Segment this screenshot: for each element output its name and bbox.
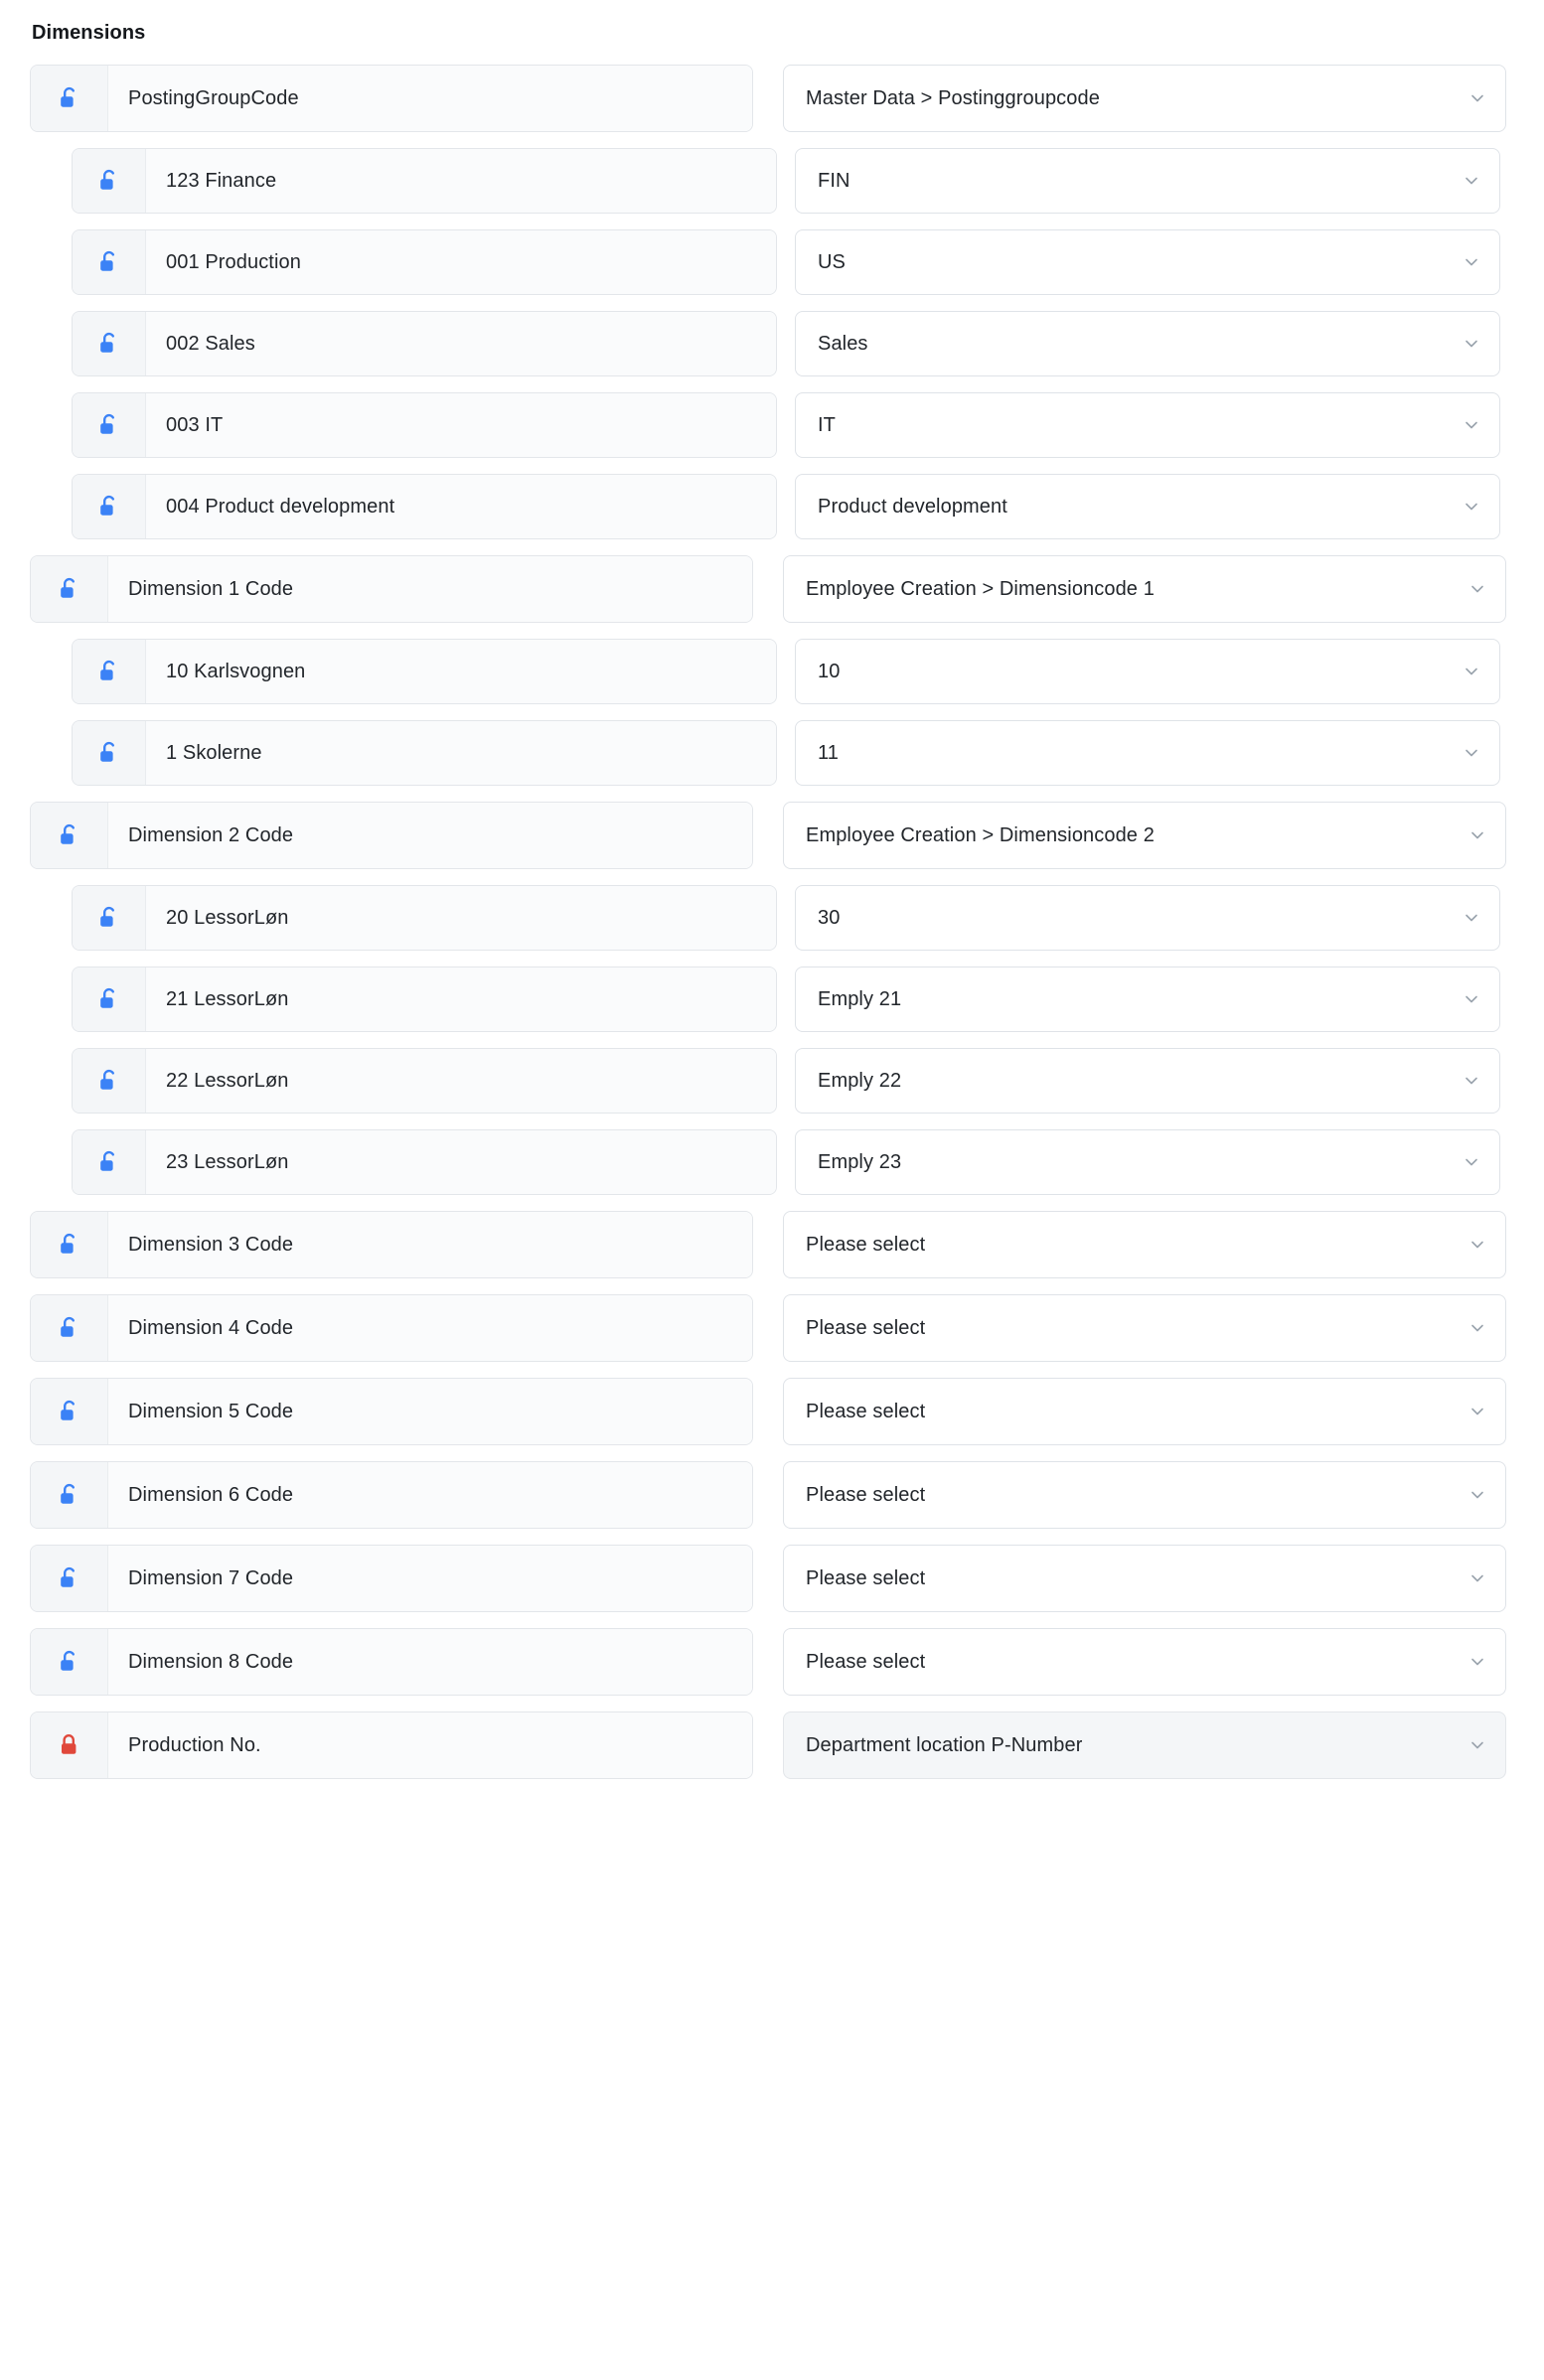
dimension-mapping-value: Department location P-Number (806, 1733, 1083, 1756)
lock-open-icon (59, 1566, 80, 1590)
dimension-name-label: 001 Production (146, 230, 776, 294)
lock-open-icon (98, 1069, 120, 1093)
dimension-mapping-value: Product development (818, 495, 1007, 518)
dimension-name-label: 21 LessorLøn (146, 967, 776, 1031)
lock-toggle[interactable] (73, 640, 146, 703)
lock-toggle[interactable] (31, 1295, 108, 1361)
chevron-down-icon[interactable] (1469, 1237, 1485, 1253)
lock-toggle[interactable] (73, 886, 146, 950)
dimension-mapping-select[interactable] (783, 1545, 1506, 1612)
dimension-mapping-value: Please select (806, 1400, 926, 1422)
lock-open-icon (59, 86, 80, 110)
chevron-down-icon[interactable] (1469, 1320, 1485, 1336)
dimension-mapping-value: 30 (818, 906, 841, 929)
dimension-mapping-value: Please select (806, 1483, 926, 1506)
dimension-name-label: 002 Sales (146, 312, 776, 375)
chevron-down-icon[interactable] (1464, 417, 1479, 433)
chevron-down-icon[interactable] (1469, 581, 1485, 597)
lock-open-icon (98, 495, 120, 519)
dimension-name-field[interactable] (30, 1211, 753, 1278)
dimension-row (30, 885, 1514, 951)
dimension-mapping-select[interactable] (783, 802, 1506, 869)
dimension-mapping-select[interactable] (795, 1048, 1500, 1114)
lock-open-icon (98, 169, 120, 193)
dimension-name-field[interactable] (72, 1129, 777, 1195)
dimension-row (30, 474, 1514, 539)
dimension-row (30, 1048, 1514, 1114)
lock-open-icon (59, 577, 80, 601)
dimension-name-label: 1 Skolerne (146, 721, 776, 785)
dimension-name-field[interactable] (72, 229, 777, 295)
dimension-name-field[interactable] (30, 1294, 753, 1362)
lock-open-icon (98, 660, 120, 683)
chevron-down-icon[interactable] (1469, 1737, 1485, 1753)
dimension-mapping-value: 10 (818, 660, 841, 682)
dimension-name-field[interactable] (72, 148, 777, 214)
dimension-mapping-value: Master Data > Postinggroupcode (806, 86, 1100, 109)
dimension-mapping-value: Sales (818, 332, 868, 355)
lock-toggle[interactable] (31, 1629, 108, 1695)
dimension-name-label: Dimension 7 Code (108, 1546, 752, 1611)
dimension-mapping-select[interactable] (795, 392, 1500, 458)
dimension-row (30, 1211, 1514, 1278)
lock-toggle[interactable] (73, 721, 146, 785)
dimension-mapping-value: Please select (806, 1316, 926, 1339)
dimension-row (30, 967, 1514, 1032)
dimension-mapping-select[interactable] (795, 720, 1500, 786)
lock-toggle[interactable] (73, 393, 146, 457)
dimension-name-field[interactable] (72, 885, 777, 951)
dimension-name-label: 23 LessorLøn (146, 1130, 776, 1194)
lock-toggle[interactable] (31, 66, 108, 131)
dimension-row (30, 639, 1514, 704)
dimension-row (30, 1628, 1514, 1696)
dimension-mapping-select[interactable] (795, 639, 1500, 704)
dimension-row-list (30, 65, 1514, 1779)
dimension-name-field[interactable] (72, 967, 777, 1032)
dimension-name-field[interactable] (30, 1628, 753, 1696)
dimension-mapping-select[interactable] (783, 1211, 1506, 1278)
lock-open-icon (59, 1483, 80, 1507)
dimension-name-label: Dimension 2 Code (108, 803, 752, 868)
dimension-name-label: 20 LessorLøn (146, 886, 776, 950)
dimension-mapping-value: Employee Creation > Dimensioncode 1 (806, 577, 1155, 600)
dimension-row (30, 1378, 1514, 1445)
lock-open-icon (98, 741, 120, 765)
dimension-mapping-select[interactable] (783, 1628, 1506, 1696)
dimension-row (30, 1545, 1514, 1612)
dimension-row (30, 555, 1514, 623)
dimension-row (30, 720, 1514, 786)
dimension-row (30, 392, 1514, 458)
lock-toggle[interactable] (73, 312, 146, 375)
chevron-down-icon[interactable] (1464, 336, 1479, 352)
lock-open-icon (59, 823, 80, 847)
chevron-down-icon[interactable] (1464, 173, 1479, 189)
dimension-name-field[interactable] (72, 311, 777, 376)
dimension-name-label: 123 Finance (146, 149, 776, 213)
dimension-name-field[interactable] (30, 1545, 753, 1612)
dimension-mapping-value: US (818, 250, 846, 273)
lock-toggle[interactable] (73, 475, 146, 538)
lock-open-icon (98, 250, 120, 274)
chevron-down-icon[interactable] (1464, 1073, 1479, 1089)
dimension-name-label: Dimension 8 Code (108, 1629, 752, 1695)
dimension-mapping-value: Emply 21 (818, 987, 902, 1010)
dimension-name-field[interactable] (30, 1711, 753, 1779)
dimension-name-label: PostingGroupCode (108, 66, 752, 131)
dimension-mapping-value: Please select (806, 1566, 926, 1589)
dimension-name-field[interactable] (30, 802, 753, 869)
chevron-down-icon[interactable] (1464, 254, 1479, 270)
lock-open-icon (59, 1400, 80, 1423)
dimension-name-label: Dimension 5 Code (108, 1379, 752, 1444)
dimension-name-label: Dimension 1 Code (108, 556, 752, 622)
dimension-mapping-select[interactable] (783, 65, 1506, 132)
dimension-row (30, 1461, 1514, 1529)
dimension-name-field[interactable] (30, 555, 753, 623)
dimension-mapping-select[interactable] (783, 1461, 1506, 1529)
lock-toggle[interactable] (73, 230, 146, 294)
dimension-mapping-select[interactable] (783, 1294, 1506, 1362)
lock-open-icon (98, 987, 120, 1011)
lock-toggle[interactable] (73, 967, 146, 1031)
lock-open-icon (98, 332, 120, 356)
lock-open-icon (59, 1233, 80, 1257)
dimension-row (30, 65, 1514, 132)
dimension-mapping-select[interactable] (795, 229, 1500, 295)
dimension-row (30, 148, 1514, 214)
dimension-name-field[interactable] (30, 1378, 753, 1445)
dimension-name-label: 003 IT (146, 393, 776, 457)
chevron-down-icon[interactable] (1464, 745, 1479, 761)
lock-toggle[interactable] (31, 556, 108, 622)
dimension-name-label: 22 LessorLøn (146, 1049, 776, 1113)
dimension-name-field[interactable] (72, 720, 777, 786)
dimension-name-label: Production No. (108, 1712, 752, 1778)
dimension-mapping-select[interactable] (795, 311, 1500, 376)
dimension-row (30, 802, 1514, 869)
dimension-name-field[interactable] (30, 65, 753, 132)
chevron-down-icon[interactable] (1464, 499, 1479, 515)
dimension-name-label: Dimension 3 Code (108, 1212, 752, 1277)
chevron-down-icon[interactable] (1469, 1570, 1485, 1586)
dimension-mapping-select[interactable] (783, 1378, 1506, 1445)
lock-toggle[interactable] (73, 1130, 146, 1194)
dimension-row (30, 1129, 1514, 1195)
lock-toggle[interactable] (31, 1712, 108, 1778)
dimension-name-label: Dimension 6 Code (108, 1462, 752, 1528)
lock-open-icon (59, 1650, 80, 1674)
lock-toggle[interactable] (31, 1546, 108, 1611)
chevron-down-icon[interactable] (1464, 910, 1479, 926)
lock-closed-icon (59, 1733, 80, 1757)
dimension-mapping-value: Please select (806, 1650, 926, 1673)
dimension-mapping-select[interactable] (795, 1129, 1500, 1195)
dimension-name-field[interactable] (72, 639, 777, 704)
dimension-mapping-select[interactable] (795, 885, 1500, 951)
dimension-mapping-value: FIN (818, 169, 850, 192)
lock-toggle[interactable] (31, 803, 108, 868)
dimension-row (30, 311, 1514, 376)
lock-open-icon (98, 1150, 120, 1174)
dimension-mapping-select[interactable] (783, 555, 1506, 623)
dimension-row (30, 229, 1514, 295)
dimension-name-label: 004 Product development (146, 475, 776, 538)
dimension-name-field[interactable] (72, 474, 777, 539)
lock-open-icon (98, 906, 120, 930)
dimension-row (30, 1294, 1514, 1362)
page-title: Dimensions (32, 22, 146, 44)
dimension-mapping-value: Emply 22 (818, 1069, 902, 1092)
chevron-down-icon[interactable] (1469, 1487, 1485, 1503)
dimension-name-field[interactable] (30, 1461, 753, 1529)
dimension-mapping-select[interactable] (795, 967, 1500, 1032)
lock-toggle[interactable] (31, 1462, 108, 1528)
dimension-name-field[interactable] (72, 1048, 777, 1114)
dimension-mapping-select[interactable] (795, 148, 1500, 214)
dimension-mapping-value: Employee Creation > Dimensioncode 2 (806, 823, 1155, 846)
dimension-name-label: 10 Karlsvognen (146, 640, 776, 703)
chevron-down-icon[interactable] (1469, 1404, 1485, 1419)
lock-toggle[interactable] (73, 1049, 146, 1113)
chevron-down-icon[interactable] (1464, 991, 1479, 1007)
chevron-down-icon[interactable] (1469, 90, 1485, 106)
dimension-mapping-select[interactable] (783, 1711, 1506, 1779)
lock-open-icon (59, 1316, 80, 1340)
dimension-mapping-value: Please select (806, 1233, 926, 1256)
dimension-row (30, 1711, 1514, 1779)
chevron-down-icon[interactable] (1469, 827, 1485, 843)
dimension-mapping-value: 11 (818, 741, 839, 764)
dimension-mapping-value: Emply 23 (818, 1150, 902, 1173)
chevron-down-icon[interactable] (1469, 1654, 1485, 1670)
lock-toggle[interactable] (73, 149, 146, 213)
dimension-mapping-value: IT (818, 413, 836, 436)
dimension-name-label: Dimension 4 Code (108, 1295, 752, 1361)
chevron-down-icon[interactable] (1464, 664, 1479, 679)
lock-open-icon (98, 413, 120, 437)
dimension-mapping-select[interactable] (795, 474, 1500, 539)
lock-toggle[interactable] (31, 1379, 108, 1444)
dimension-name-field[interactable] (72, 392, 777, 458)
lock-toggle[interactable] (31, 1212, 108, 1277)
chevron-down-icon[interactable] (1464, 1154, 1479, 1170)
